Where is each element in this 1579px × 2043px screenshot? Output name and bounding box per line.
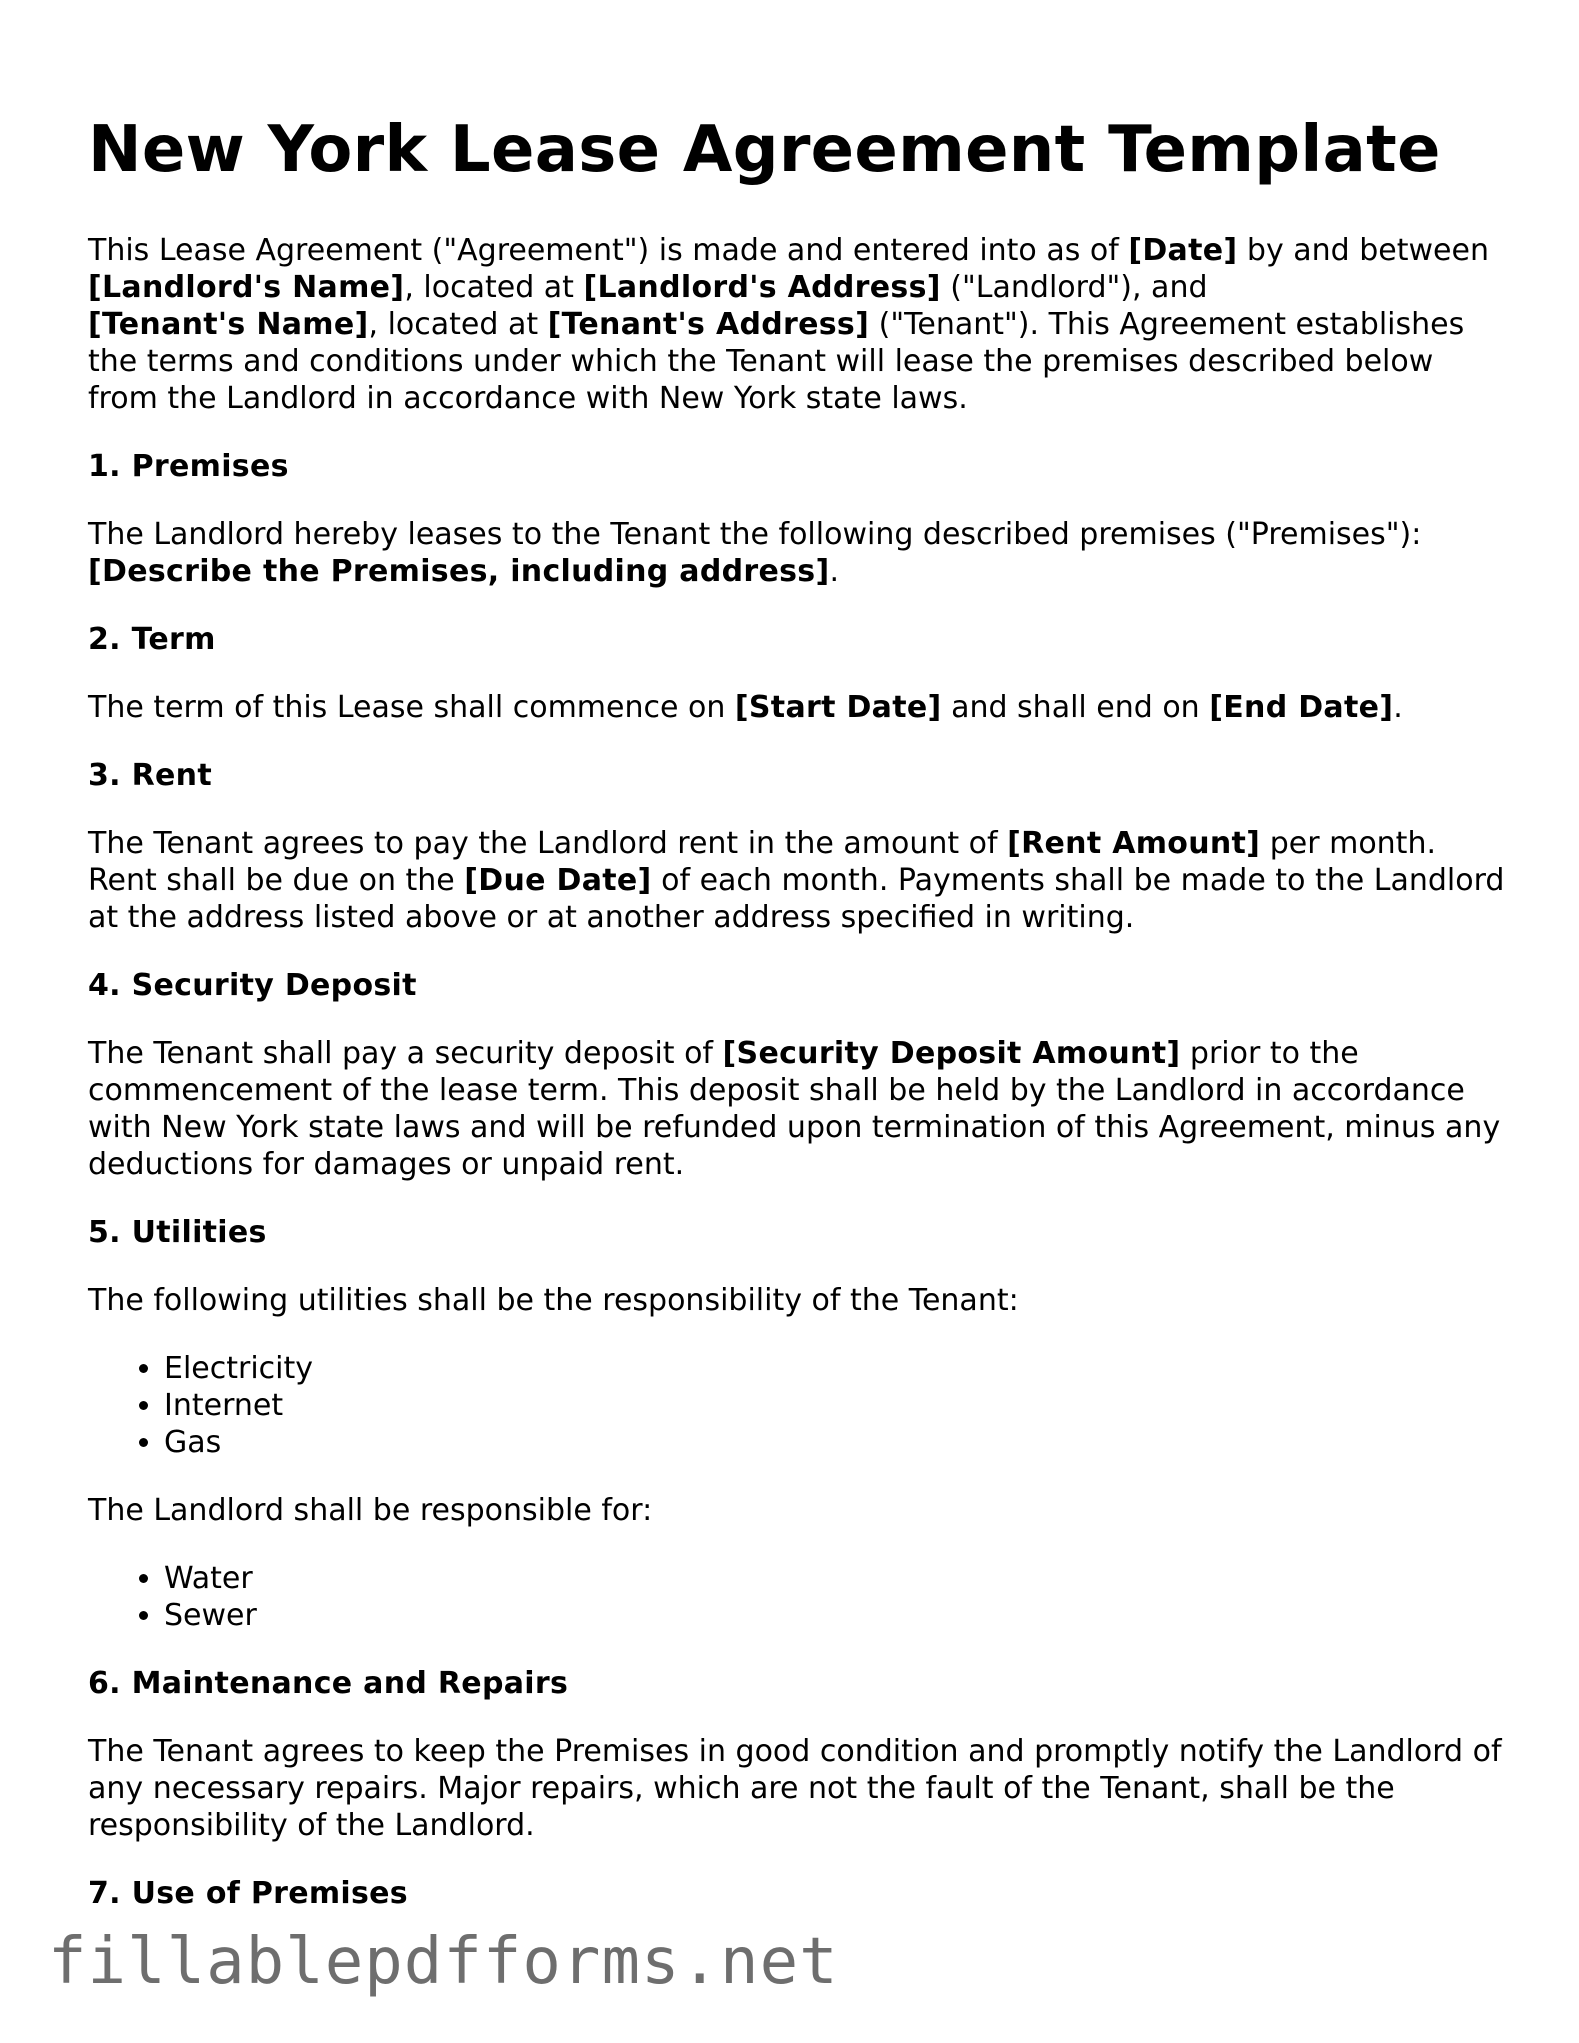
landlord-utilities-text: The Landlord shall be responsible for: bbox=[88, 1493, 653, 1528]
document-title: New York Lease Agreement Template bbox=[88, 113, 1441, 187]
section-heading-maintenance: 6. Maintenance and Repairs bbox=[88, 1666, 569, 1701]
premises-paragraph bbox=[88, 516, 1508, 590]
term-paragraph bbox=[88, 689, 1508, 726]
tenant-name-placeholder: [Tenant's Name] bbox=[88, 307, 369, 342]
landlord-name-placeholder: [Landlord's Name] bbox=[88, 270, 405, 305]
tenant-utilities-text: The following utilities shall be the responsibility of the Tenant: bbox=[88, 1283, 1019, 1318]
intro-text-4: ("Landlord"), and bbox=[940, 270, 1208, 305]
list-item: • Electricity bbox=[164, 1350, 1508, 1387]
section-heading-rent: 3. Rent bbox=[88, 758, 212, 793]
date-placeholder: [Date] bbox=[1128, 233, 1238, 268]
premises-text-2: . bbox=[829, 554, 840, 589]
intro-text-6: ("Tenant"). This Agreement establishes the terms and conditions under which the Tenant will lease the premises described below from the Landlord in accordance with New York state laws. bbox=[88, 307, 1465, 416]
rent-text-3: of each month. Payments shall be made to the Landlord at the address listed above or at another address specified in writing. bbox=[88, 863, 1505, 935]
term-text-2: and shall end on bbox=[941, 690, 1210, 725]
end-date-placeholder: [End Date] bbox=[1209, 690, 1394, 725]
landlord-utilities-list bbox=[88, 1560, 1508, 1634]
rent-text-1: The Tenant agrees to pay the Landlord rent in the amount of bbox=[88, 826, 1008, 861]
deposit-text-2: prior to the commencement of the lease term. This deposit shall be held by the Landlord in accordance with New York state laws and will be refunded upon termination of this Agreement, minus any deductions for damages or unpaid rent. bbox=[88, 1036, 1501, 1182]
deposit-amount-placeholder: [Security Deposit Amount] bbox=[722, 1036, 1181, 1071]
section-heading-security-deposit: 4. Security Deposit bbox=[88, 968, 417, 1003]
section-heading-term: 2. Term bbox=[88, 622, 216, 657]
section-heading-utilities: 5. Utilities bbox=[88, 1215, 267, 1250]
list-item: • Gas bbox=[164, 1424, 1508, 1461]
watermark: fillablepdfforms.net bbox=[48, 1925, 839, 1999]
term-text-3: . bbox=[1393, 690, 1403, 725]
rent-amount-placeholder: [Rent Amount] bbox=[1007, 826, 1261, 861]
deposit-text-1: The Tenant shall pay a security deposit of bbox=[88, 1036, 723, 1071]
start-date-placeholder: [Start Date] bbox=[734, 690, 942, 725]
list-item: • Water bbox=[164, 1560, 1508, 1597]
rent-text-2: per month. Rent shall be due on the bbox=[88, 826, 1436, 898]
section-heading-use-of-premises: 7. Use of Premises bbox=[88, 1876, 408, 1911]
due-date-placeholder: [Due Date] bbox=[464, 863, 652, 898]
intro-text-5: , located at bbox=[368, 307, 548, 342]
intro-paragraph bbox=[88, 232, 1508, 417]
landlord-address-placeholder: [Landlord's Address] bbox=[583, 270, 941, 305]
section-heading-premises: 1. Premises bbox=[88, 449, 289, 484]
maintenance-paragraph: The Tenant agrees to keep the Premises in good condition and promptly notify the Landlord of any necessary repairs. Major repairs, which are not the fault of the Tenant, shall be the responsibility of the Landlord. bbox=[88, 1734, 1502, 1843]
intro-text-2: by and between bbox=[1237, 233, 1489, 268]
intro-text-3: , located at bbox=[404, 270, 584, 305]
list-item: • Internet bbox=[164, 1387, 1508, 1424]
tenant-address-placeholder: [Tenant's Address] bbox=[547, 307, 870, 342]
premises-text-1: The Landlord hereby leases to the Tenant the following described premises ("Premises"): bbox=[88, 517, 1422, 552]
tenant-utilities-list bbox=[88, 1350, 1508, 1461]
list-item: • Sewer bbox=[164, 1597, 1508, 1634]
deposit-paragraph bbox=[88, 1035, 1508, 1183]
rent-paragraph bbox=[88, 825, 1508, 936]
intro-text-1: This Lease Agreement ("Agreement") is made and entered into as of bbox=[88, 233, 1129, 268]
document-page bbox=[88, 108, 1508, 1943]
term-text-1: The term of this Lease shall commence on bbox=[88, 690, 735, 725]
premises-description-placeholder: [Describe the Premises, including address] bbox=[88, 554, 830, 589]
